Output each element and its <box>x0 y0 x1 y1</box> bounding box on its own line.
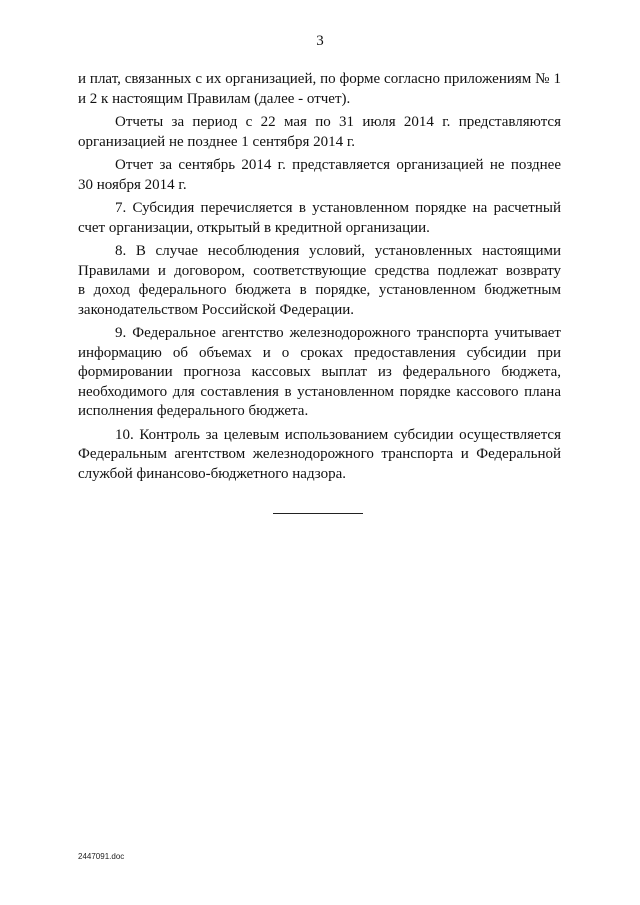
text-line: 7. Субсидия перечисляется в установленном порядке на расчетный <box>115 200 561 216</box>
text-line: необходимого для составления в установленном порядке кассового плана <box>78 383 561 400</box>
text-line: 8. В случае несоблюдения условий, установленных настоящими <box>115 243 561 259</box>
text-line: счет организации, открытый в кредитной организации. <box>78 219 430 236</box>
paragraph <box>78 156 561 195</box>
text-line: Отчет за сентябрь 2014 г. представляется организацией не позднее <box>115 157 561 173</box>
text-line: Правилами и договором, соответствующие средства подлежат возврату <box>78 262 561 279</box>
page-number: 3 <box>316 33 324 49</box>
paragraph <box>78 324 561 422</box>
text-line: и плат, связанных с их организацией, по форме согласно приложениям № 1 <box>78 71 561 87</box>
paragraph <box>78 199 561 238</box>
paragraph <box>78 242 561 320</box>
text-line: Отчеты за период с 22 мая по 31 июля 2014 г. представляются <box>115 114 561 130</box>
paragraph <box>78 70 561 109</box>
text-line: 9. Федеральное агентство железнодорожного транспорта учитывает <box>115 325 561 341</box>
text-line: и 2 к настоящим Правилам (далее - отчет). <box>78 90 351 107</box>
document-body <box>78 70 561 484</box>
text-line: службой финансово-бюджетного надзора. <box>78 465 347 482</box>
text-line: Федеральным агентством железнодорожного транспорта и Федеральной <box>78 446 561 462</box>
text-line: 30 ноября 2014 г. <box>78 176 187 193</box>
text-line: исполнения федерального бюджета. <box>78 403 309 419</box>
text-line: информацию об объемах и о сроках предоставления субсидии при <box>78 344 561 361</box>
paragraph <box>78 113 561 152</box>
text-line: 10. Контроль за целевым использованием субсидии осуществляется <box>115 426 561 443</box>
text-line: формировании прогноза кассовых выплат из федерального бюджета, <box>78 364 561 380</box>
paragraph <box>78 426 561 485</box>
end-separator-line <box>273 513 363 514</box>
text-line: в доход федерального бюджета в порядке, установленном бюджетным <box>78 282 561 298</box>
text-line: организацией не позднее 1 сентября 2014 г. <box>78 133 356 150</box>
file-reference: 2447091.doc <box>78 852 125 861</box>
text-line: законодательством Российской Федерации. <box>78 301 355 318</box>
